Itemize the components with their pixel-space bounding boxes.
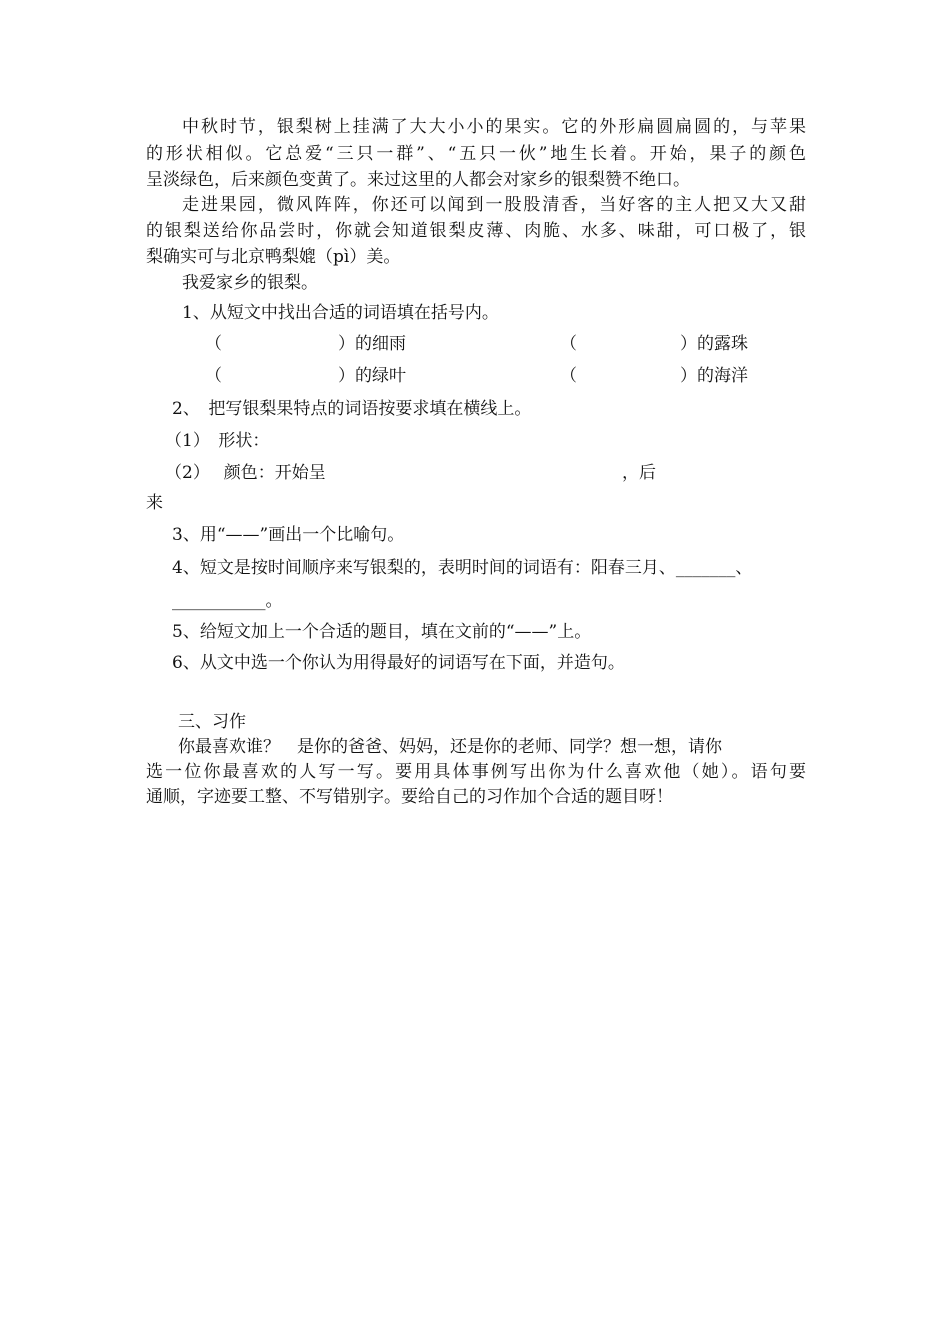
blank-open-paren: （ xyxy=(560,334,577,354)
composition-line: 选一位你最喜欢的人写一写。要用具体事例写出你为什么喜欢他（她）。语句要 xyxy=(146,762,806,782)
blank-label: ）的海洋 xyxy=(680,366,748,386)
question-4: 4、短文是按时间顺序来写银梨的，表明时间的词语有：阳春三月、_______、 xyxy=(172,558,753,578)
passage-line: 的银梨送给你品尝时，你就会知道银梨皮薄、肉脆、水多、味甜，可口极了，银 xyxy=(146,221,806,241)
passage-line: 梨确实可与北京鸭梨媲（pì）美。 xyxy=(146,247,401,267)
passage-line: 呈淡绿色，后来颜色变黄了。来过这里的人都会对家乡的银梨赞不绝口。 xyxy=(146,170,690,190)
question-2-part-1: （1） 形状： xyxy=(165,431,270,451)
passage-line: 的形状相似。它总爱“三只一群”、“五只一伙”地生长着。开始，果子的颜色 xyxy=(146,144,806,164)
blank-open-paren: （ xyxy=(205,334,222,354)
blank-label: ）的露珠 xyxy=(680,334,748,354)
composition-heading: 三、习作 xyxy=(178,712,246,732)
question-2-part-2-suffix: ，后 xyxy=(622,463,656,483)
question-4-blank: ___________。 xyxy=(172,591,283,611)
passage-line: 中秋时节，银梨树上挂满了大大小小的果实。它的外形扁圆扁圆的，与苹果 xyxy=(182,117,806,137)
blank-label: ）的绿叶 xyxy=(338,366,406,386)
question-6: 6、从文中选一个你认为用得最好的词语写在下面，并造句。 xyxy=(172,653,625,673)
blank-open-paren: （ xyxy=(560,366,577,386)
blank-open-paren: （ xyxy=(205,366,222,386)
passage-line: 我爱家乡的银梨。 xyxy=(182,273,318,293)
composition-line: 你最喜欢谁？ 是你的爸爸、妈妈，还是你的老师、同学？想一想，请你 xyxy=(178,737,722,757)
question-1: 1、从短文中找出合适的词语填在括号内。 xyxy=(182,303,499,323)
passage-line: 走进果园，微风阵阵，你还可以闻到一股股清香，当好客的主人把又大又甜 xyxy=(182,195,806,215)
question-2-part-2: （2） 颜色：开始呈 xyxy=(165,463,326,483)
composition-line: 通顺，字迹要工整、不写错别字。要给自己的习作加个合适的题目呀！ xyxy=(146,787,673,807)
question-2-part-2-wrap: 来 xyxy=(146,493,163,513)
question-3: 3、用“——”画出一个比喻句。 xyxy=(172,525,405,545)
blank-label: ）的细雨 xyxy=(338,334,406,354)
question-2: 2、 把写银梨果特点的词语按要求填在横线上。 xyxy=(172,399,532,419)
question-5: 5、给短文加上一个合适的题目，填在文前的“——”上。 xyxy=(172,622,592,642)
